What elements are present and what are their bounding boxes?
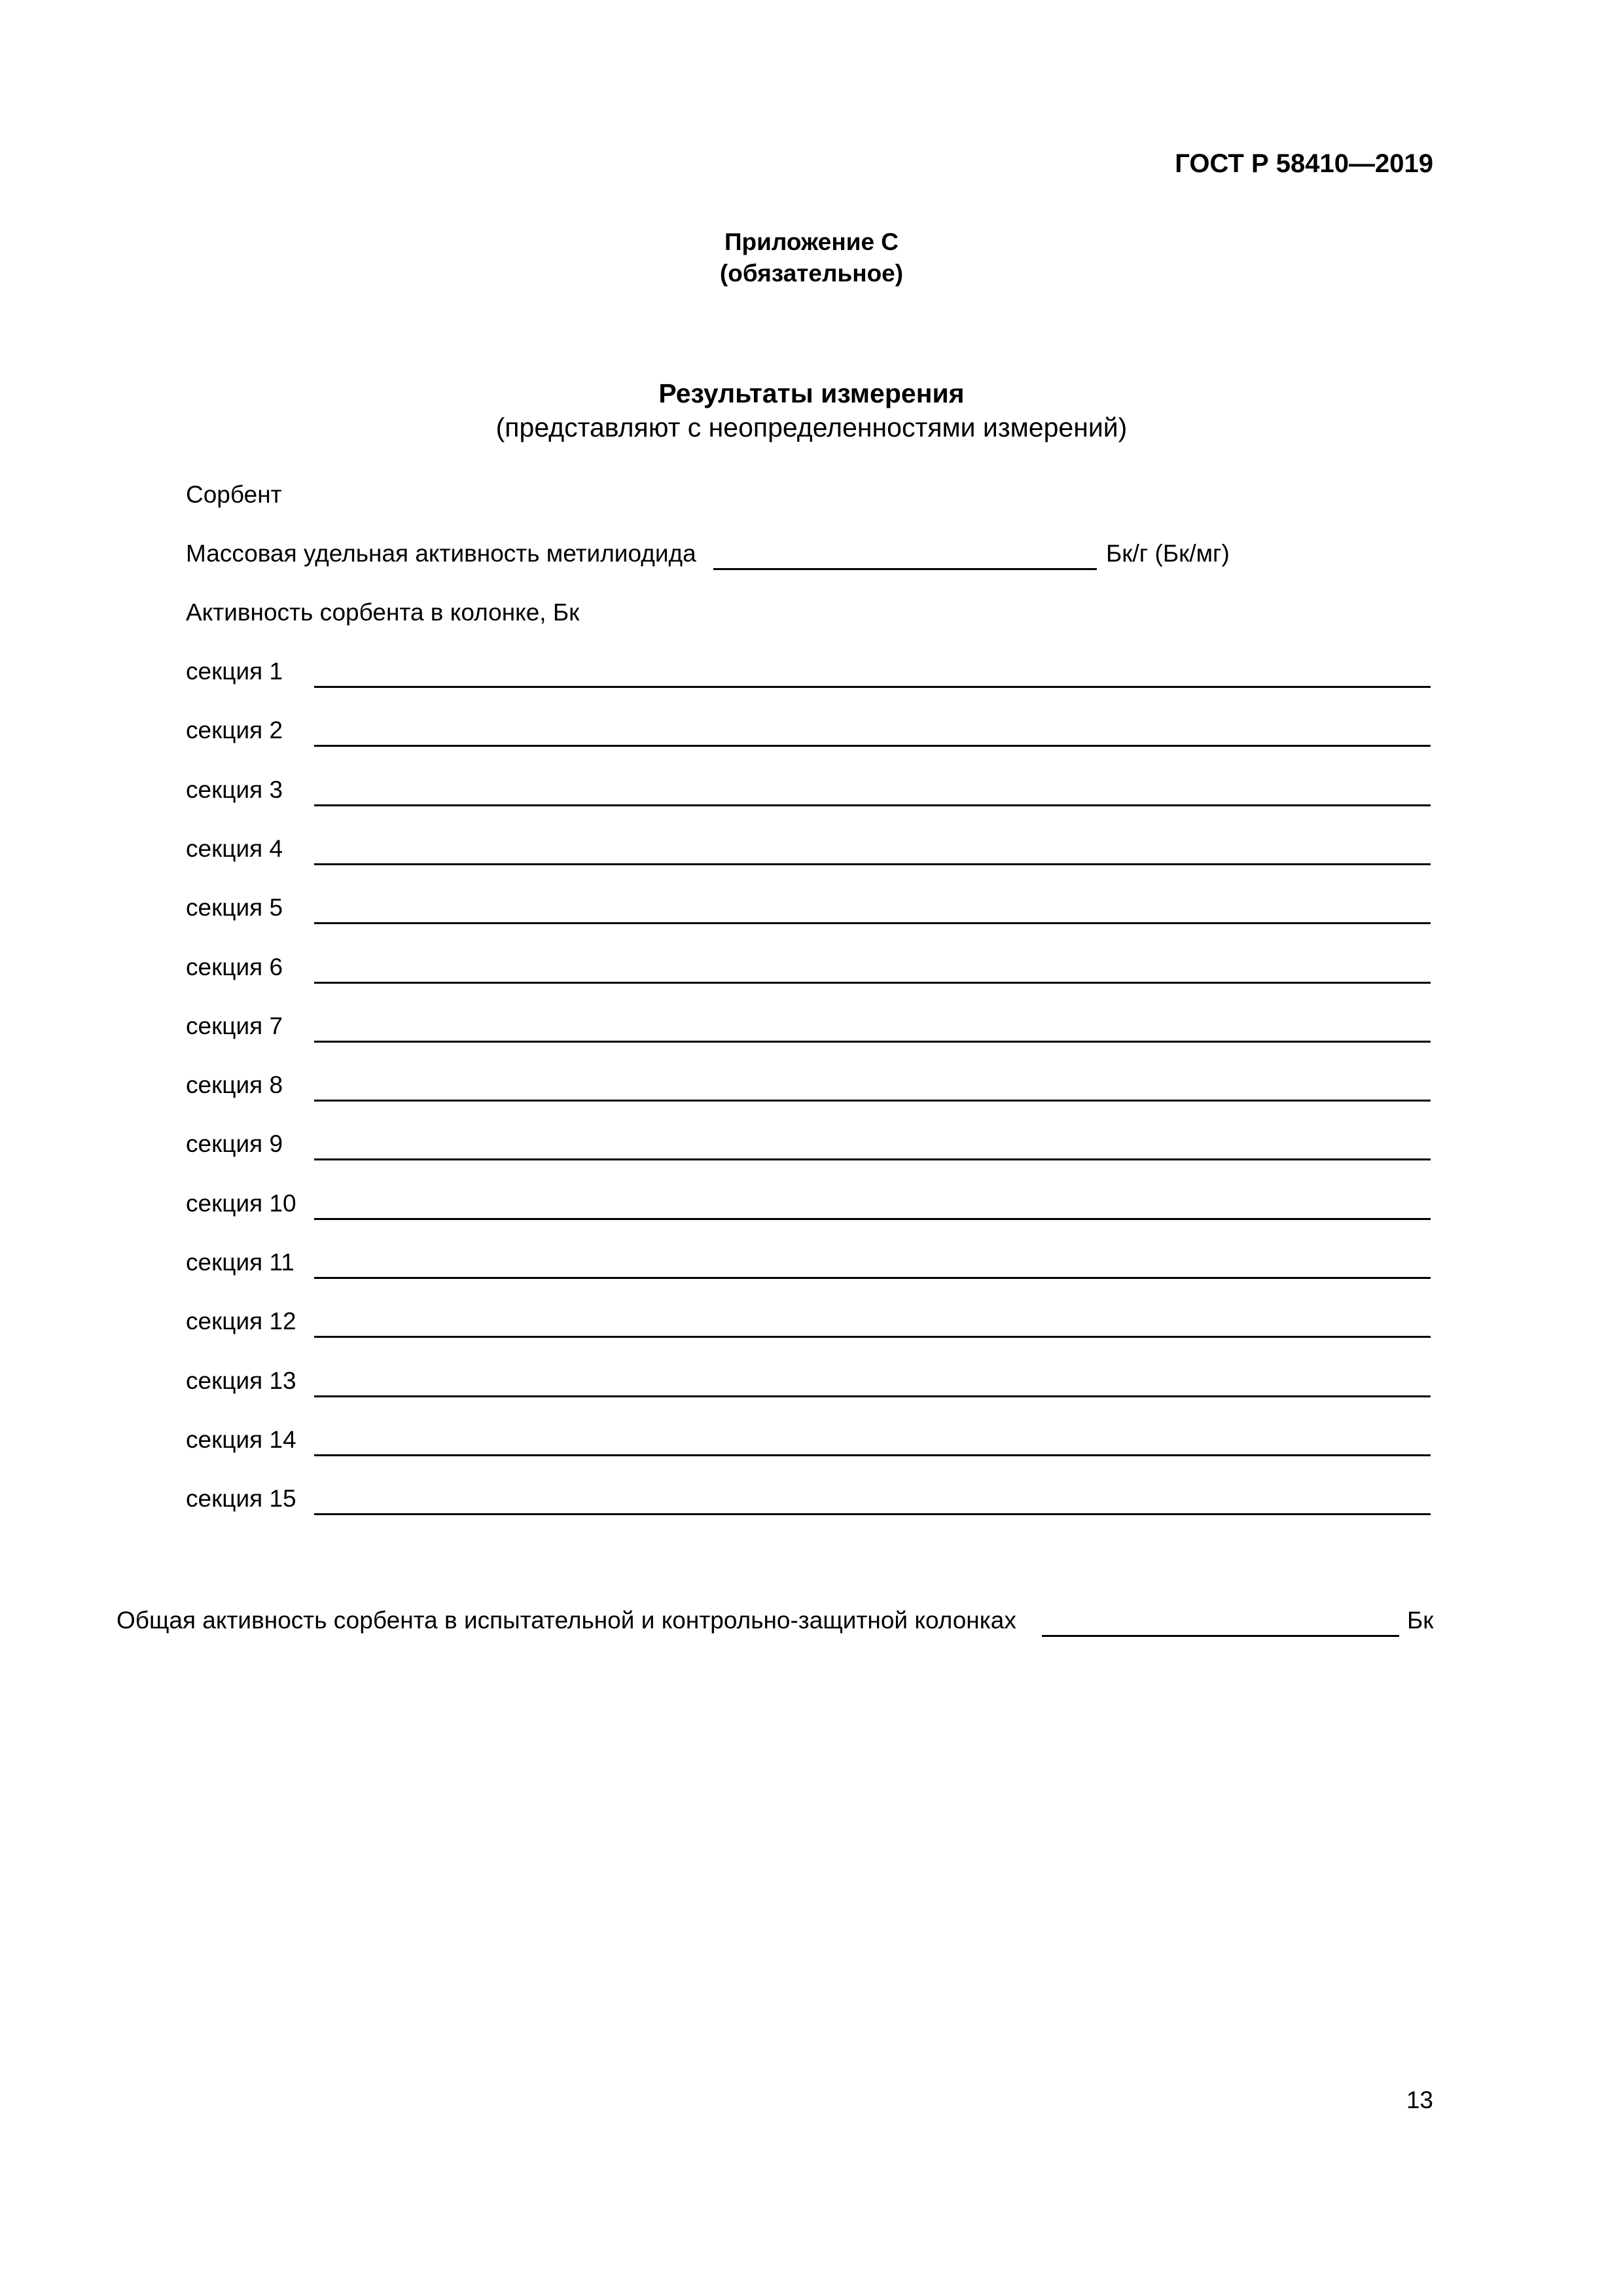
section-row bbox=[186, 1483, 1431, 1522]
section-label: секция 15 bbox=[186, 1485, 296, 1512]
section-row bbox=[186, 833, 1431, 872]
section-value-field[interactable] bbox=[314, 1218, 1431, 1220]
standard-code: ГОСТ Р 58410—2019 bbox=[1175, 149, 1433, 178]
section-value-field[interactable] bbox=[314, 1395, 1431, 1397]
section-label: секция 13 bbox=[186, 1367, 296, 1394]
results-subtitle: (представляют с неопределенностями измерений) bbox=[495, 412, 1128, 442]
page-number: 13 bbox=[1406, 2087, 1433, 2113]
total-activity-field[interactable] bbox=[1042, 1635, 1399, 1637]
section-row bbox=[186, 656, 1431, 695]
section-label: секция 4 bbox=[186, 835, 283, 862]
results-title: Результаты измерения bbox=[658, 378, 965, 408]
section-label: секция 10 bbox=[186, 1190, 296, 1217]
section-row bbox=[186, 1247, 1431, 1286]
section-label: секция 14 bbox=[186, 1426, 296, 1453]
appendix-title: Приложение С bbox=[724, 228, 899, 255]
section-value-field[interactable] bbox=[314, 1454, 1431, 1456]
total-activity-label: Общая активность сорбента в испытательной и контрольно-защитной колонках bbox=[116, 1607, 1016, 1634]
section-row bbox=[186, 715, 1431, 754]
sorbent-label: Сорбент bbox=[186, 481, 282, 508]
section-row bbox=[186, 1069, 1431, 1109]
mass-activity-label: Массовая удельная активность метилиодида bbox=[186, 540, 696, 567]
mass-activity-field[interactable] bbox=[713, 568, 1097, 570]
total-activity-unit: Бк bbox=[1407, 1607, 1434, 1634]
section-label: секция 2 bbox=[186, 717, 283, 744]
section-row bbox=[186, 1011, 1431, 1050]
appendix-status: (обязательное) bbox=[719, 260, 904, 287]
section-label: секция 7 bbox=[186, 1013, 283, 1039]
section-label: секция 9 bbox=[186, 1130, 283, 1157]
section-value-field[interactable] bbox=[314, 1041, 1431, 1043]
section-value-field[interactable] bbox=[314, 804, 1431, 806]
section-value-field[interactable] bbox=[314, 1100, 1431, 1102]
column-activity-label: Активность сорбента в колонке, Бк bbox=[186, 599, 580, 626]
section-row bbox=[186, 774, 1431, 814]
section-row bbox=[186, 1306, 1431, 1345]
section-row bbox=[186, 1424, 1431, 1463]
section-row bbox=[186, 1188, 1431, 1227]
section-row bbox=[186, 952, 1431, 991]
mass-activity-unit: Бк/г (Бк/мг) bbox=[1106, 540, 1230, 567]
section-label: секция 3 bbox=[186, 776, 283, 803]
section-value-field[interactable] bbox=[314, 1336, 1431, 1338]
section-value-field[interactable] bbox=[314, 922, 1431, 924]
section-row bbox=[186, 1365, 1431, 1405]
section-row bbox=[186, 892, 1431, 931]
section-label: секция 8 bbox=[186, 1071, 283, 1098]
section-value-field[interactable] bbox=[314, 1158, 1431, 1160]
section-value-field[interactable] bbox=[314, 1513, 1431, 1515]
section-value-field[interactable] bbox=[314, 982, 1431, 984]
section-value-field[interactable] bbox=[314, 686, 1431, 688]
section-value-field[interactable] bbox=[314, 745, 1431, 747]
section-value-field[interactable] bbox=[314, 863, 1431, 865]
section-label: секция 6 bbox=[186, 954, 283, 980]
section-label: секция 5 bbox=[186, 894, 283, 921]
section-value-field[interactable] bbox=[314, 1277, 1431, 1279]
section-label: секция 11 bbox=[186, 1249, 294, 1276]
section-label: секция 1 bbox=[186, 658, 283, 685]
section-row bbox=[186, 1128, 1431, 1168]
section-label: секция 12 bbox=[186, 1308, 296, 1335]
